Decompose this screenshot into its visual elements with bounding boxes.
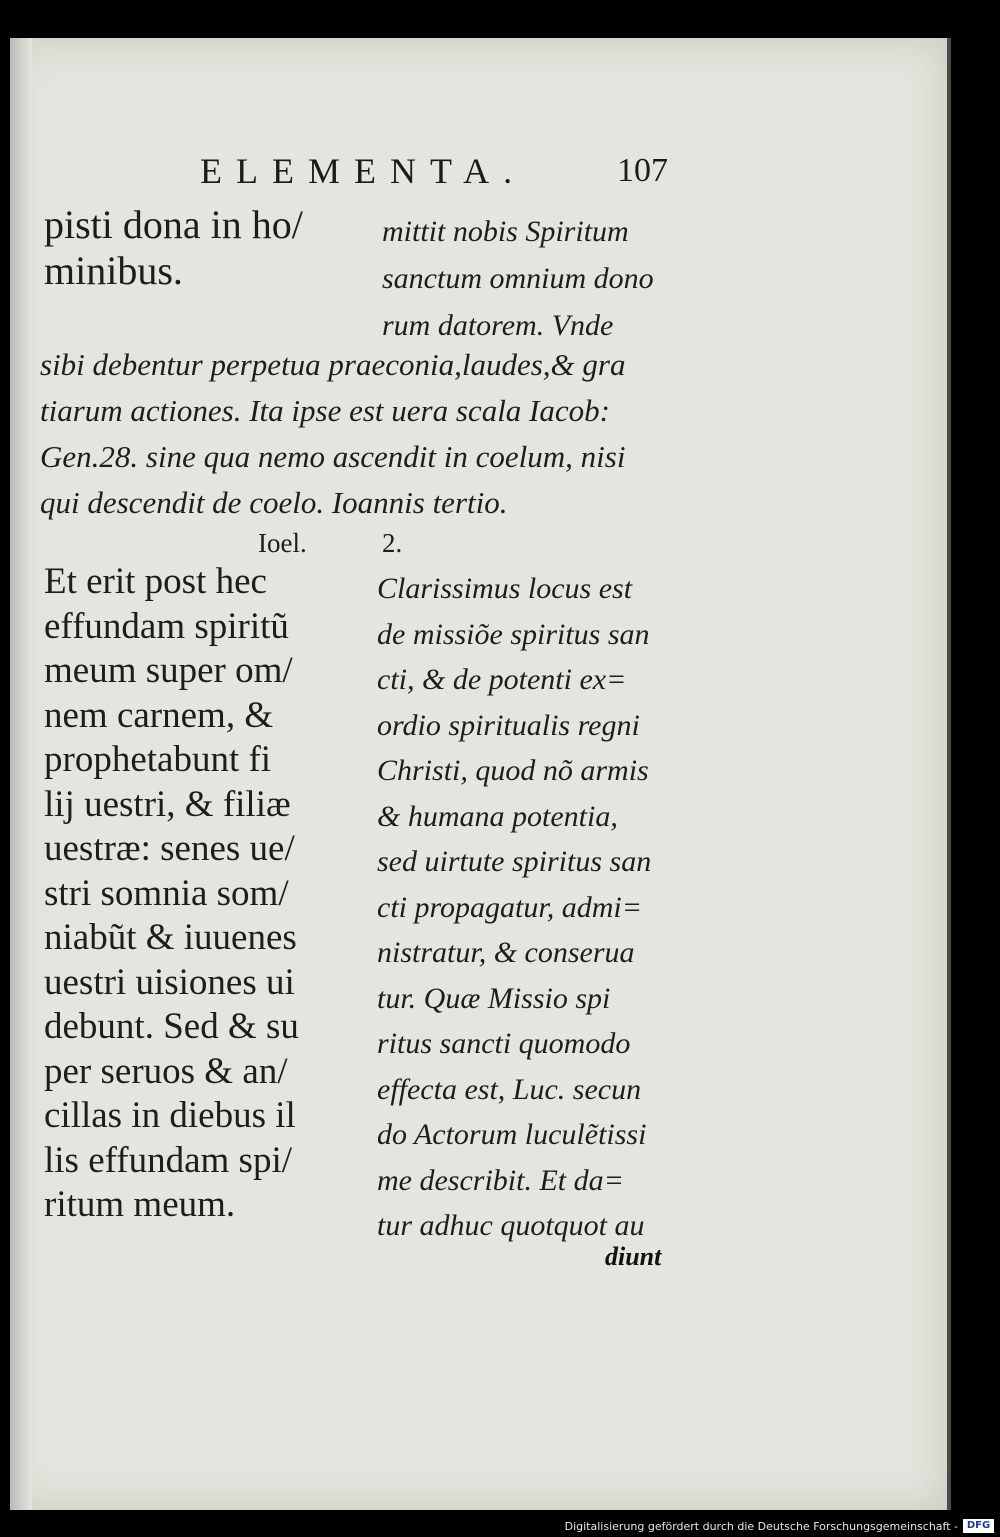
left-column-quotation — [44, 560, 299, 1228]
scripture-reference-book: Ioel. — [258, 528, 307, 558]
text-line: qui descendit de coelo. Ioannis tertio. — [40, 485, 508, 520]
page-number: 107 — [617, 152, 668, 189]
text-line: lis effundam spi/ — [44, 1139, 293, 1181]
text-line: lij uestri, & filiæ — [44, 783, 291, 825]
text-line: cti, & de potenti ex= — [377, 663, 627, 696]
full-width-paragraph — [40, 342, 626, 526]
text-line: sanctum omnium dono — [382, 262, 654, 295]
text-line: Gen.28. sine qua nemo ascendit in coelum, nisi — [40, 439, 626, 474]
footer-credit: Digitalisierung gefördert durch die Deutsche Forschungsgemeinschaft - — [564, 1520, 958, 1533]
text-line: Clarissimus locus est — [377, 572, 633, 605]
text-line: prophetabunt fi — [44, 739, 272, 780]
catchword: diunt — [605, 1242, 662, 1271]
text-line: me describit. Et da= — [377, 1163, 624, 1197]
running-head: ELEMENTA. — [200, 151, 527, 191]
text-line: do Actorum luculẽtissi — [377, 1118, 647, 1151]
text-line: minibus. — [44, 248, 183, 293]
top-left-text — [44, 202, 303, 294]
text-line: nem carnem, & — [44, 694, 274, 736]
text-line: stri somnia som/ — [44, 872, 289, 914]
text-line: per seruos & an/ — [44, 1050, 288, 1092]
text-line: ritum meum. — [44, 1184, 236, 1225]
text-line: & humana potentia, — [377, 799, 618, 833]
text-line: ordio spiritualis regni — [377, 708, 640, 742]
text-line: uestræ: senes ue/ — [44, 828, 295, 869]
text-line: ritus sancti quomodo — [377, 1027, 631, 1060]
text-line: cillas in diebus il — [44, 1095, 296, 1136]
dfg-logo-icon: DFG — [963, 1519, 994, 1533]
text-line: cti propagatur, admi= — [377, 890, 642, 924]
text-line: Christi, quod nõ armis — [377, 754, 649, 787]
text-line: niabũt & iuuenes — [44, 917, 297, 958]
text-line: Et erit post hec — [44, 561, 267, 602]
text-line: effundam spiritũ — [44, 605, 289, 647]
text-line: pisti dona in ho/ — [44, 202, 303, 247]
text-line: effecta est, Luc. secun — [377, 1072, 642, 1106]
right-column-commentary — [377, 566, 651, 1249]
text-line: tiarum actiones. Ita ipse est uera scala Iacob: — [40, 393, 610, 428]
digitization-footer — [0, 1516, 1000, 1537]
text-line: uestri uisiones ui — [44, 961, 295, 1003]
text-line: tur adhuc quotquot au — [377, 1209, 645, 1242]
page-gutter-shadow — [10, 38, 32, 1510]
text-line: rum datorem. Vnde — [382, 309, 614, 342]
text-line: meum super om/ — [44, 650, 293, 691]
text-line: mittit nobis Spiritum — [382, 215, 629, 248]
text-line: tur. Quæ Missio spi — [377, 981, 611, 1015]
text-line: nistratur, & conserua — [377, 936, 635, 969]
text-line: sibi debentur perpetua praeconia,laudes,& gra — [40, 347, 626, 382]
text-line: sed uirtute spiritus san — [377, 845, 652, 878]
text-line: debunt. Sed & su — [44, 1006, 299, 1047]
scripture-reference-chapter: 2. — [382, 528, 403, 558]
text-line: de missiõe spiritus san — [377, 617, 650, 651]
top-right-text — [382, 208, 654, 349]
